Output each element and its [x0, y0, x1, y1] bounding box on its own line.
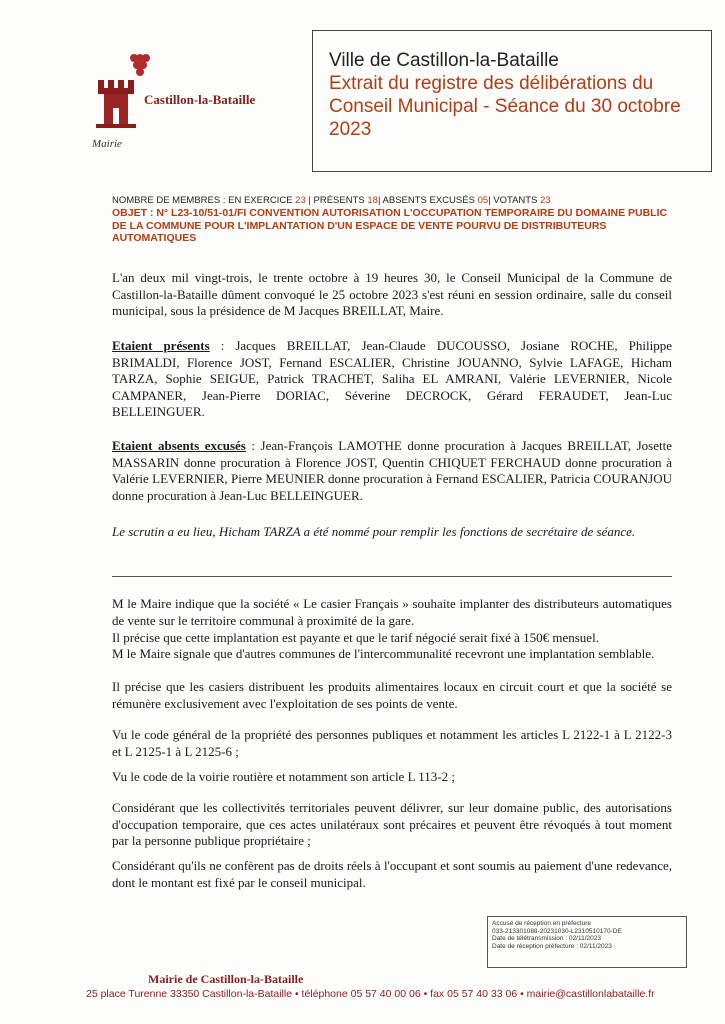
logo-text: Castillon-la-Bataille	[144, 92, 256, 107]
divider	[112, 576, 672, 577]
header-title: Extrait du registre des délibérations du Conseil Municipal - Séance du 30 octobre 2023	[329, 73, 681, 140]
members-votants: 23	[540, 195, 551, 206]
logo-subtitle: Mairie	[92, 138, 122, 150]
stamp-line-2: 033-213301088-20231030-L2310510170-DE	[492, 927, 622, 935]
body-cons1: Considérant que les collectivités territoriales peuvent délivrer, sur leur domaine public, des autorisations d'occupation temporaire, que ces actes unilatéraux sont précaires et peuvent être révoqués à tout moment par la personne publique propriétaire ;	[112, 800, 672, 848]
prefecture-receipt-stamp	[487, 916, 687, 968]
members-absents-label: | ABSENTS EXCUSÉS	[377, 195, 475, 206]
mairie-logo	[88, 50, 288, 160]
presents-list: : Jacques BREILLAT, Jean-Claude DUCOUSSO, Josiane ROCHE, Philippe BRIMALDI, Florence JOST, Fernand ESCALIER, Christine JOUANNO, Sylvie LAFAGE, Hicham TARZA, Sophie SEIGUE, Patrick TRACHET, Saliha EL AMRANI, Valérie LEVERNIER, Nicole CAMPANER, Jean-Pierre DORIAC, Séverine DECROCK, Gérard FERAUDET, Jean-Luc BELLEINGUER.	[112, 338, 672, 419]
members-prefix: NOMBRE DE MEMBRES : EN EXERCICE	[112, 195, 293, 206]
intro-paragraph: L'an deux mil vingt-trois, le trente octobre à 19 heures 30, le Conseil Municipal de la Commune de Castillon-la-Bataille dûment convoqué le 25 octobre 2023 s'est réuni en session ordinaire, salle du conseil municipal, sous la présidence de M Jacques BREILLAT, Maire.	[112, 270, 672, 318]
header-city: Ville de Castillon-la-Bataille	[329, 50, 559, 71]
header-box	[312, 30, 712, 172]
absents-list: : Jean-François LAMOTHE donne procuration à Jacques BREILLAT, Josette MASSARIN donne procuration à Florence JOST, Quentin CHIQUET FERCHAUD donne procuration à Valérie LEVERNIER, Pierre MEUNIER donne procuration à Fernand ESCALIER, Patricia COURANJOU donne procuration à Jean-Luc BELLEINGUER.	[112, 438, 672, 503]
stamp-line-3: Date de télétransmission : 02/11/2023	[492, 935, 602, 943]
body-vu1: Vu le code général de la propriété des personnes publiques et notamment les articles L 2122-1 à L 2122-3 et L 2125-1 à L 2125-6 ;	[112, 727, 672, 759]
stamp-line-4: Date de réception préfecture : 02/11/2023	[492, 942, 612, 950]
body-cons2: Considérant qu'ils ne confèrent pas de droits réels à l'occupant et sont soumis au paiement d'une redevance, dont le montant est fixé par le conseil municipal.	[112, 858, 672, 890]
presents-label: Etaient présents	[112, 338, 210, 353]
footer-address: 25 place Turenne 33350 Castillon-la-Bataille • téléphone 05 57 40 00 06 • fax 05 57 40 33 06 • mairie@castillonlabataille.fr	[86, 988, 655, 1000]
members-presents-label: | PRÉSENTS	[308, 195, 365, 206]
deliberation-object: OBJET : N° L23-10/51-01/FI CONVENTION AUTORISATION L'OCCUPATION TEMPORAIRE DU DOMAINE PUBLIC DE LA COMMUNE POUR L'IMPLANTATION D'UN ESPACE DE VENTE POURVU DE DISTRIBUTEURS AUTOMATIQUES	[112, 207, 668, 244]
presents-paragraph	[112, 338, 672, 421]
body-vu2: Vu le code de la voirie routière et notamment son article L 113-2 ;	[112, 769, 455, 784]
members-en-exercice: 23	[295, 195, 306, 206]
members-absents: 05	[477, 195, 489, 206]
absents-label: Etaient absents excusés	[112, 438, 246, 453]
footer-title: Mairie de Castillon-la-Bataille	[148, 972, 304, 986]
body-p2: Il précise que cette implantation est payante et que le tarif négocié serait fixé à 150€ mensuel.	[112, 630, 599, 645]
scrutin-paragraph: Le scrutin a eu lieu, Hicham TARZA a été nommé pour remplir les fonctions de secrétaire de séance.	[112, 524, 636, 539]
body-p4: Il précise que les casiers distribuent les produits alimentaires locaux en circuit court et que la société se rémunère exclusivement avec l'exploitation de ses points de vente.	[112, 679, 672, 711]
members-count-line	[112, 195, 551, 206]
stamp-line-1: Accusé de réception en préfecture	[492, 920, 592, 927]
body-p1: M le Maire indique que la société « Le casier Français » souhaite implanter des distributeurs automatiques de vente sur le territoire communal à proximité de la gare.	[112, 596, 672, 628]
absents-paragraph	[112, 438, 672, 504]
members-votants-label: | VOTANTS	[488, 195, 538, 206]
body-p3: M le Maire signale que d'autres communes de l'intercommunalité recevront une implantation semblable.	[112, 646, 655, 661]
members-presents: 18	[367, 195, 378, 206]
